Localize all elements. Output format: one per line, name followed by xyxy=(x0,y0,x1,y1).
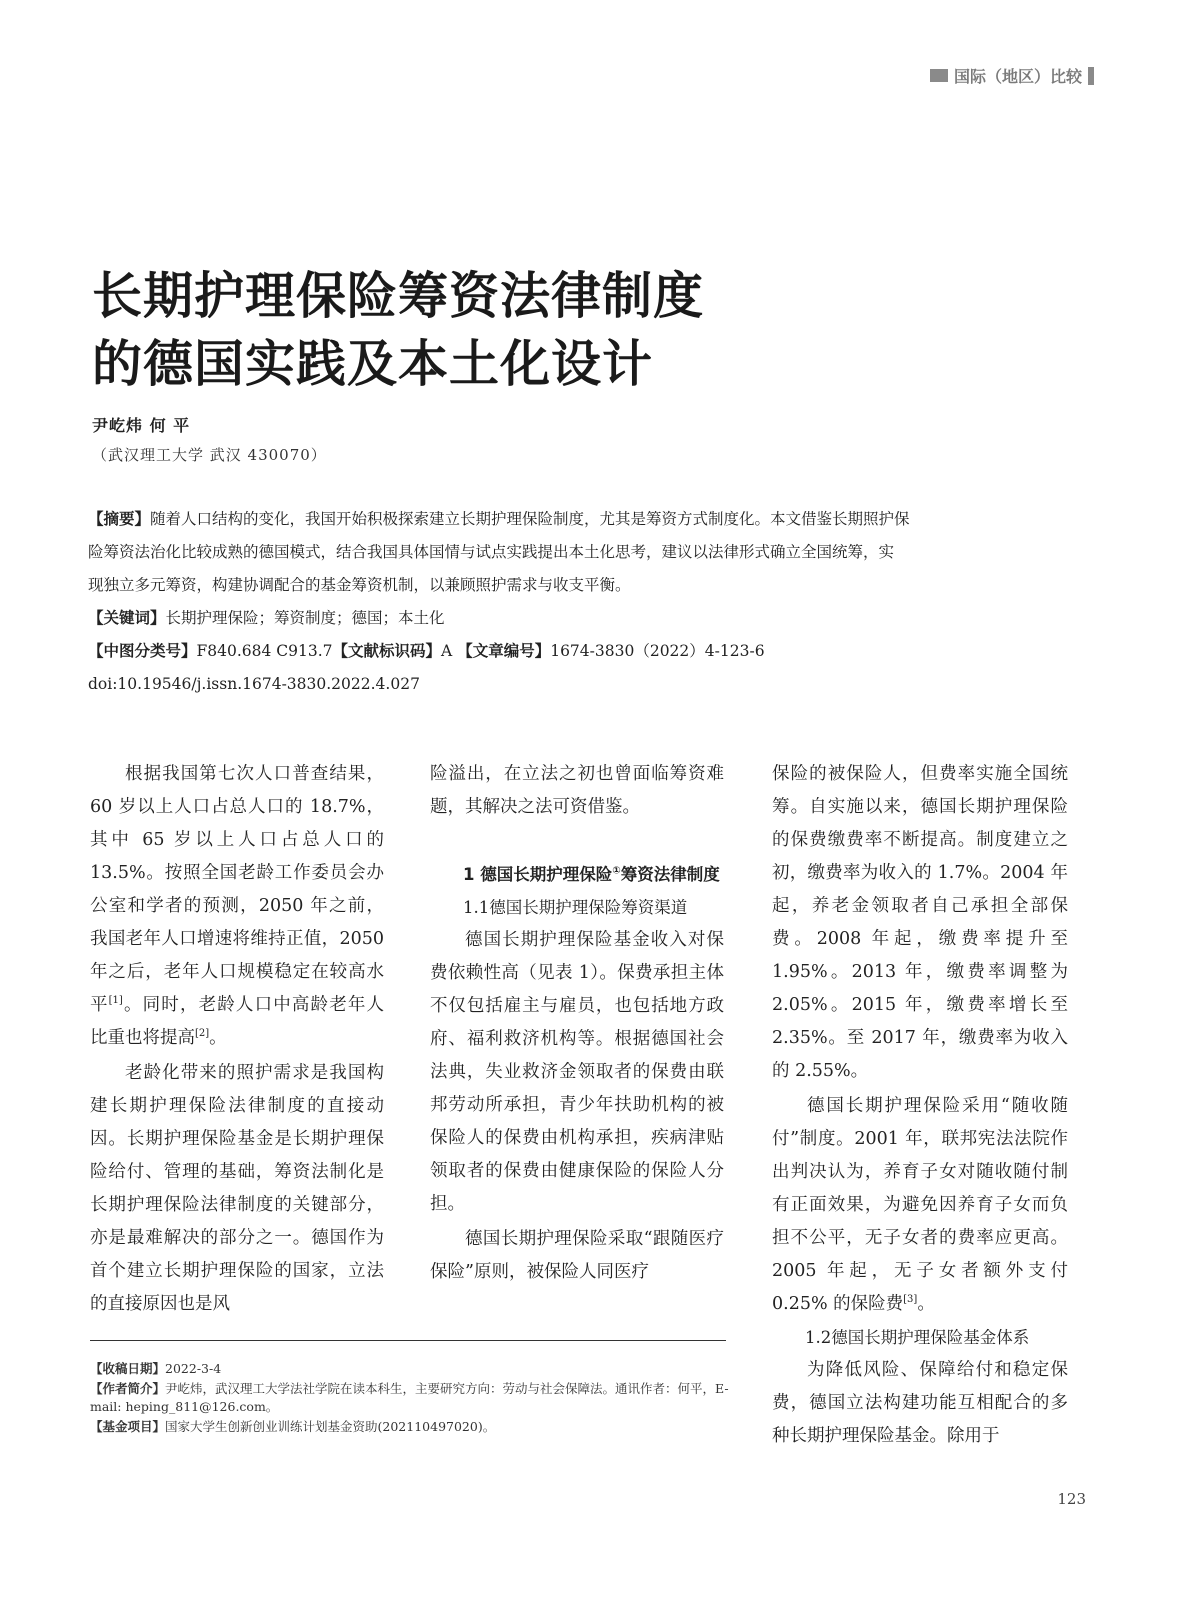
classification-line xyxy=(88,635,1078,668)
fund-label: 【基金项目】 xyxy=(90,1419,166,1434)
subsection-heading: 1.2德国长期护理保险基金体系 xyxy=(805,1328,1030,1347)
article-value: 1674-3830（2022）4-123-6 xyxy=(550,642,765,660)
doc-label: 【文献标识码】 xyxy=(332,642,442,660)
paragraph-text: 。 xyxy=(917,1294,935,1314)
received-value: 2022-3-4 xyxy=(165,1361,222,1376)
author-info xyxy=(90,1380,730,1416)
author-label: 【作者简介】 xyxy=(90,1381,166,1396)
paragraph-text: 根据我国第七次人口普查结果，60 岁以上人口占总人口的 18.7%，其中 65 岁以上人口占总人口的 13.5%。按照全国老龄工作委员会办公室和学者的预测，2050 年之前，我国老年人口增速将维持正值，2050 年之后，老年人口规模稳定在较高水平 xyxy=(90,764,384,1015)
abstract-line-3: 现独立多元筹资，构建协调配合的基金筹资机制，以兼顾照护需求与收支平衡。 xyxy=(88,576,631,594)
paragraph xyxy=(772,1090,1068,1321)
column-2 xyxy=(430,758,724,1289)
paragraph: 为降低风险、保障给付和稳定保费，德国立法构建功能互相配合的多种长期护理保险基金。除用于 xyxy=(772,1360,1068,1446)
section-mark-right-icon xyxy=(1088,67,1094,85)
heading-text: 筹资法律制度 xyxy=(620,865,720,884)
keywords: 长期护理保险；筹资制度；德国；本土化 xyxy=(165,609,445,627)
footnote-marker[interactable]: ① xyxy=(612,865,621,877)
paragraph: 保险的被保险人，但费率实施全国统筹。自实施以来，德国长期护理保险的保费缴费率不断提高。制度建立之初，缴费率为收入的 1.7%。2004 年起，养老金领取者自己承担全部保费。2008 年起，缴费率提升至 1.95%。2013 年，缴费率调整为 2.05%。2015 年，缴费率增长至 2.35%。至 2017 年，缴费率为收入的 2.55%。 xyxy=(772,764,1068,1081)
column-3 xyxy=(772,758,1068,1453)
authors: 尹屹炜 何 平 xyxy=(92,416,191,435)
section-name: 国际（地区）比较 xyxy=(953,67,1082,86)
article-label: 【文章编号】 xyxy=(457,642,551,660)
paragraph xyxy=(90,758,384,1055)
class-label: 【中图分类号】 xyxy=(88,642,197,660)
affiliation: （武汉理工大学 武汉 430070） xyxy=(92,446,327,464)
doc-value: A xyxy=(441,642,453,660)
heading-text: 1 德国长期护理保险 xyxy=(463,865,613,884)
section-heading xyxy=(430,858,724,891)
received-label: 【收稿日期】 xyxy=(90,1361,166,1376)
section-mark-left-icon xyxy=(930,69,948,82)
paragraph-text: 。同时，老龄人口中高龄老年人比重也将提高 xyxy=(90,995,384,1048)
article-title xyxy=(92,262,852,398)
abstract-line-1 xyxy=(88,503,1078,536)
paragraph: 老龄化带来的照护需求是我国构建长期护理保险法律制度的直接动因。长期护理保险基金是长期护理保险给付、管理的基础，筹资法制化是长期护理保险法律制度的关键部分，亦是最难解决的部分之一。德国作为首个建立长期护理保险的国家，立法的直接原因也是风 xyxy=(90,1063,384,1314)
title-line-1: 长期护理保险筹资法律制度 xyxy=(92,267,704,325)
abstract-block xyxy=(88,503,1078,701)
subsection-heading: 1.1德国长期护理保险筹资渠道 xyxy=(463,898,688,917)
paragraph: 德国长期护理保险基金收入对保费依赖性高（见表 1）。保费承担主体不仅包括雇主与雇员，也包括地方政府、福利救济机构等。根据德国社会法典，失业救济金领取者的保费由联邦劳动所承担，青少年扶助机构的被保险人的保费由机构承担，疾病津贴领取者的保费由健康保险的保险人分担。 xyxy=(430,930,724,1214)
paragraph: 德国长期护理保险采取“跟随医疗保险”原则，被保险人同医疗 xyxy=(430,1229,724,1282)
abstract-line-2: 险筹资法治化比较成熟的德国模式，结合我国具体国情与试点实践提出本土化思考，建议以法律形式确立全国统筹，实 xyxy=(88,543,895,561)
author-value: 尹屹炜，武汉理工大学法社学院在读本科生，主要研究方向：劳动与社会保障法。通讯作者：何平，E-mail: heping_811@126.com。 xyxy=(90,1381,729,1414)
column-1 xyxy=(90,758,384,1321)
section-tag xyxy=(930,64,1094,87)
doi: doi:10.19546/j.issn.1674-3830.2022.4.027 xyxy=(88,675,420,693)
paragraph-text: 德国长期护理保险采用“随收随付”制度。2001 年，联邦宪法法院作出判决认为，养育子女对随收随付制有正面效果，为避免因养育子女而负担不公平，无子女者的费率应更高。2005 年起，无子女者额外支付 0.25% 的保险费 xyxy=(772,1096,1068,1314)
footnotes xyxy=(90,1360,730,1438)
fund-value: 国家大学生创新创业训练计划基金资助(202110497020)。 xyxy=(165,1419,496,1434)
keywords-line xyxy=(88,602,1078,635)
keywords-label: 【关键词】 xyxy=(88,609,166,627)
abstract-text-1: 随着人口结构的变化，我国开始积极探索建立长期护理保险制度，尤其是筹资方式制度化。本文借鉴长期照护保 xyxy=(150,510,910,528)
page-number: 123 xyxy=(1057,1490,1086,1508)
paragraph: 险溢出，在立法之初也曾面临筹资难题，其解决之法可资借鉴。 xyxy=(430,764,724,817)
received-date xyxy=(90,1360,730,1378)
citation[interactable]: [1] xyxy=(108,995,123,1007)
footnote-divider xyxy=(90,1340,726,1341)
citation[interactable]: [3] xyxy=(903,1294,918,1306)
class-value: F840.684 C913.7 xyxy=(196,642,333,660)
fund-info xyxy=(90,1418,730,1436)
paragraph-text: 。 xyxy=(209,1028,227,1048)
title-line-2: 的德国实践及本土化设计 xyxy=(92,335,653,393)
citation[interactable]: [2] xyxy=(195,1028,210,1040)
abstract-label: 【摘要】 xyxy=(88,510,151,528)
